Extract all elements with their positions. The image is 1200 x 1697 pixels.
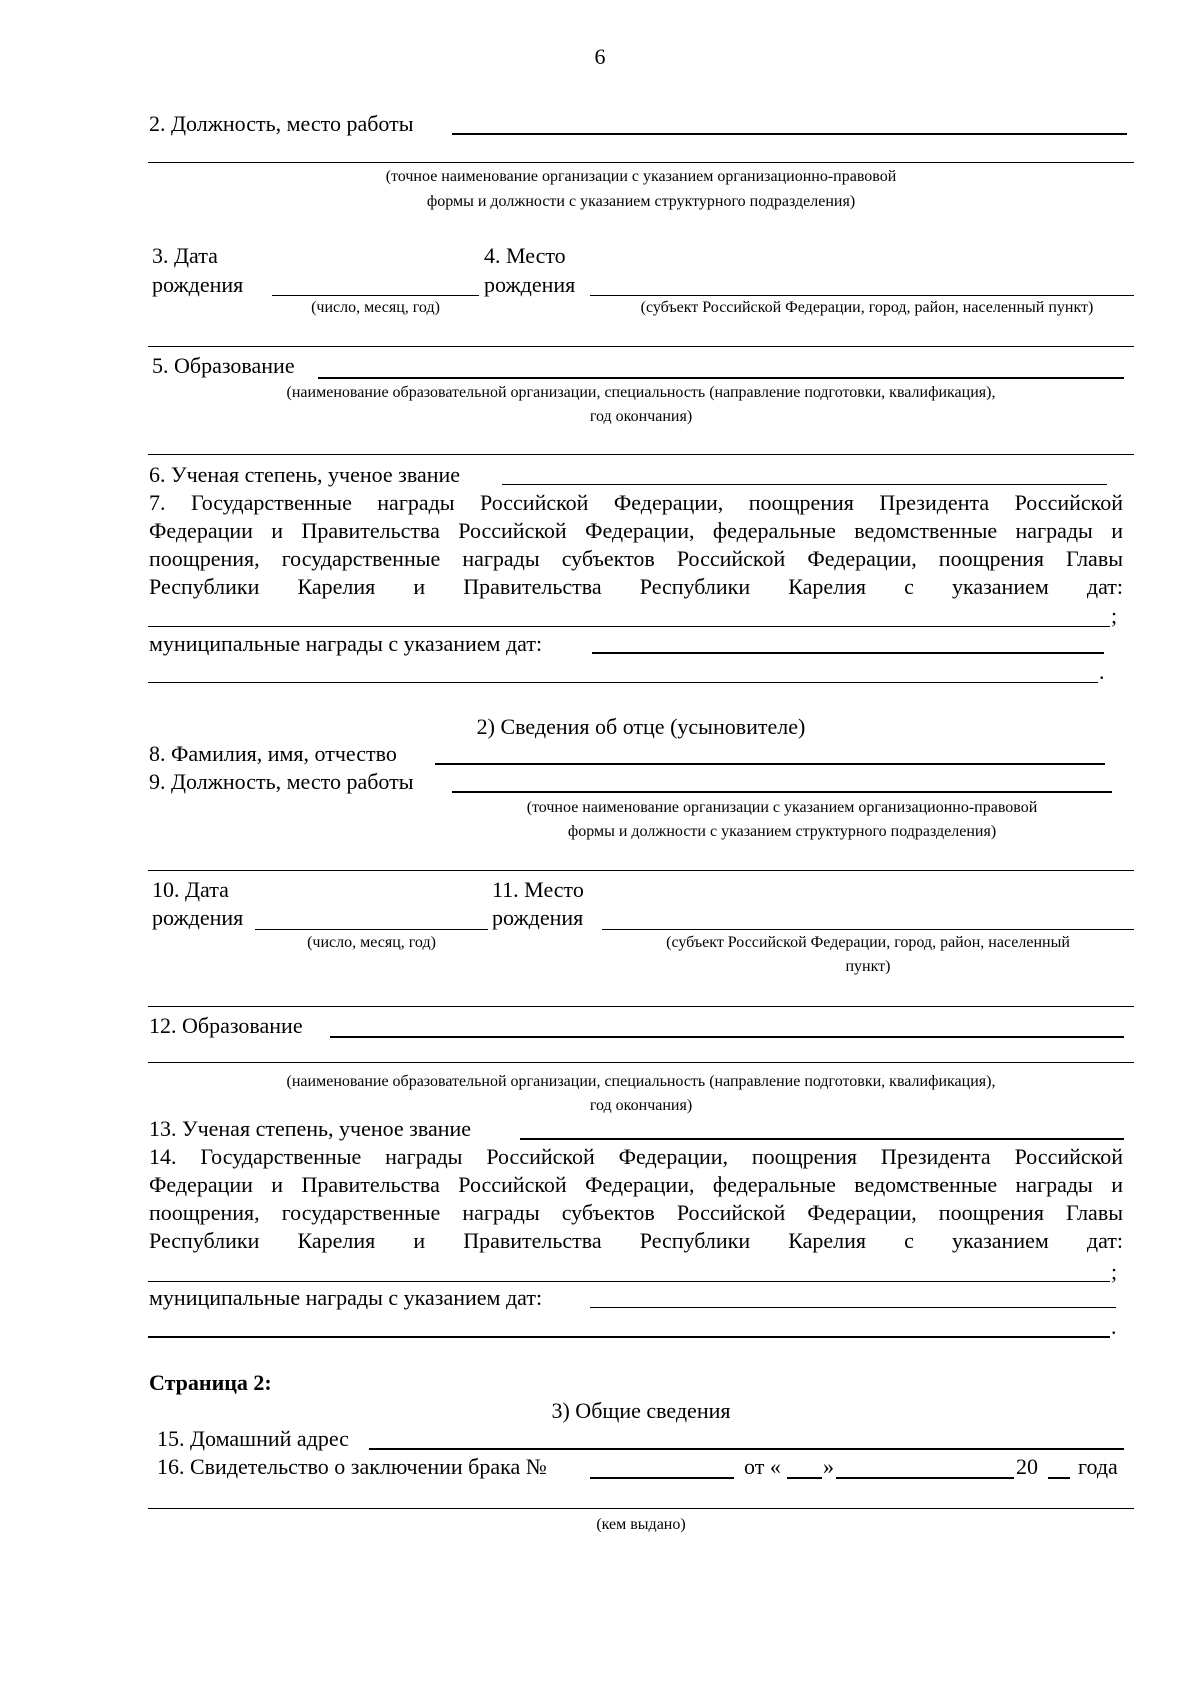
father-awards-text-line: поощрения, государственные награды субъектов Российской Федерации, поощрения Главы bbox=[149, 1200, 1123, 1225]
father-education-input-line[interactable] bbox=[330, 1036, 1124, 1038]
father-degree-label: 13. Ученая степень, ученое звание bbox=[149, 1116, 472, 1141]
father-education-hint-2: год окончания) bbox=[589, 1097, 693, 1114]
father-position-input-line-2[interactable] bbox=[148, 870, 1134, 871]
page2-heading: Страница 2: bbox=[149, 1370, 272, 1395]
education-hint-2: год окончания) bbox=[589, 408, 693, 425]
marriage-month-input-line[interactable] bbox=[836, 1477, 1014, 1479]
municipal-awards-label: муниципальные награды с указанием дат: bbox=[149, 631, 543, 656]
awards-text-line: Федерации и Правительства Российской Федерации, федеральные ведомственные награды и bbox=[149, 518, 1123, 543]
father-municipal-awards-input-line[interactable] bbox=[590, 1307, 1116, 1308]
birth-place-hint: (субъект Российской Федерации, город, район, населенный пункт) bbox=[640, 299, 1094, 316]
father-position-hint: (точное наименование организации с указанием организационно-правовой bbox=[526, 799, 1038, 816]
birth-place-input-line-2[interactable] bbox=[148, 346, 1134, 347]
position-input-line[interactable] bbox=[452, 133, 1127, 135]
education-label: 5. Образование bbox=[152, 353, 295, 378]
awards-text-line: поощрения, государственные награды субъектов Российской Федерации, поощрения Главы bbox=[149, 546, 1123, 571]
birth-date-input-line[interactable] bbox=[272, 295, 479, 296]
degree-input-line[interactable] bbox=[502, 484, 1107, 485]
father-birth-place-hint: (субъект Российской Федерации, город, район, населенный bbox=[666, 934, 1070, 951]
father-awards-text-line: 14. Государственные награды Российской Федерации, поощрения Президента Российской bbox=[149, 1144, 1123, 1169]
father-awards-semicolon: ; bbox=[1111, 1259, 1118, 1284]
education-input-line-2[interactable] bbox=[148, 454, 1134, 455]
home-address-input-line[interactable] bbox=[369, 1448, 1124, 1450]
awards-semicolon: ; bbox=[1111, 603, 1118, 628]
awards-input-line[interactable] bbox=[148, 626, 1110, 627]
marriage-year-prefix: 20 bbox=[1016, 1454, 1038, 1479]
position-hint-2: формы и должности с указанием структурного подразделения) bbox=[426, 193, 856, 210]
father-education-label: 12. Образование bbox=[149, 1013, 303, 1038]
position-hint: (точное наименование организации с указанием организационно-правовой bbox=[385, 168, 897, 185]
municipal-awards-period: . bbox=[1099, 659, 1105, 684]
birth-place-label: 4. Место bbox=[484, 243, 566, 268]
marriage-year-input-line[interactable] bbox=[1048, 1477, 1070, 1479]
father-municipal-awards-input-line-2[interactable] bbox=[148, 1336, 1110, 1338]
father-degree-input-line[interactable] bbox=[520, 1138, 1124, 1140]
father-birth-place-input-line-2[interactable] bbox=[148, 1006, 1134, 1007]
marriage-year-suffix: года bbox=[1078, 1454, 1118, 1479]
father-education-hint: (наименование образовательной организации, специальность (направление подготовки, квалификация), bbox=[286, 1073, 996, 1090]
father-birth-date-hint: (число, месяц, год) bbox=[307, 934, 436, 951]
municipal-awards-input-line[interactable] bbox=[592, 652, 1104, 654]
education-hint: (наименование образовательной организации, специальность (направление подготовки, квалификация), bbox=[286, 384, 996, 401]
birth-date-label-2: рождения bbox=[152, 272, 244, 297]
home-address-label: 15. Домашний адрес bbox=[157, 1426, 349, 1451]
birth-place-input-line[interactable] bbox=[590, 295, 1134, 296]
father-birth-place-hint-2: пункт) bbox=[845, 958, 891, 975]
father-position-label: 9. Должность, место работы bbox=[149, 769, 414, 794]
father-position-hint-2: формы и должности с указанием структурного подразделения) bbox=[567, 823, 997, 840]
father-position-input-line[interactable] bbox=[452, 791, 1112, 793]
page-number: 6 bbox=[594, 44, 606, 69]
father-birth-place-input-line[interactable] bbox=[602, 929, 1134, 930]
issued-by-hint: (кем выдано) bbox=[596, 1516, 686, 1533]
father-birth-place-label: 11. Место bbox=[492, 877, 584, 902]
position-input-line-2[interactable] bbox=[148, 162, 1134, 163]
father-birth-date-label: 10. Дата bbox=[152, 877, 229, 902]
father-awards-text-line: Федерации и Правительства Российской Федерации, федеральные ведомственные награды и bbox=[149, 1172, 1123, 1197]
awards-text-line: 7. Государственные награды Российской Федерации, поощрения Президента Российской bbox=[149, 490, 1123, 515]
birth-place-label-2: рождения bbox=[484, 272, 576, 297]
birth-date-hint: (число, месяц, год) bbox=[311, 299, 440, 316]
marriage-certificate-number-input-line[interactable] bbox=[590, 1477, 734, 1479]
degree-label: 6. Ученая степень, ученое звание bbox=[149, 462, 461, 487]
education-input-line[interactable] bbox=[318, 377, 1124, 379]
issued-by-input-line[interactable] bbox=[148, 1508, 1134, 1509]
general-info-title: 3) Общие сведения bbox=[551, 1398, 731, 1423]
marriage-certificate-label: 16. Свидетельство о заключении брака № bbox=[157, 1454, 547, 1479]
position-label: 2. Должность, место работы bbox=[149, 111, 414, 136]
birth-date-label: 3. Дата bbox=[152, 243, 218, 268]
father-birth-date-input-line[interactable] bbox=[255, 929, 488, 930]
father-municipal-awards-label: муниципальные награды с указанием дат: bbox=[149, 1285, 543, 1310]
awards-text-line: Республики Карелия и Правительства Республики Карелия с указанием дат: bbox=[149, 574, 1123, 599]
father-name-input-line[interactable] bbox=[435, 763, 1105, 765]
father-birth-place-label-2: рождения bbox=[492, 905, 584, 930]
marriage-date-quote-close: » bbox=[823, 1454, 834, 1479]
marriage-date-from-label: от « bbox=[744, 1454, 781, 1479]
municipal-awards-input-line-2[interactable] bbox=[148, 682, 1098, 683]
father-section-title: 2) Сведения об отце (усыновителе) bbox=[476, 714, 806, 739]
father-birth-date-label-2: рождения bbox=[152, 905, 244, 930]
father-municipal-awards-period: . bbox=[1111, 1314, 1117, 1339]
father-name-label: 8. Фамилия, имя, отчество bbox=[149, 741, 397, 766]
father-awards-text-line: Республики Карелия и Правительства Республики Карелия с указанием дат: bbox=[149, 1228, 1123, 1253]
father-awards-input-line[interactable] bbox=[148, 1281, 1110, 1282]
marriage-day-input-line[interactable] bbox=[787, 1477, 822, 1479]
father-education-input-line-2[interactable] bbox=[148, 1062, 1134, 1063]
